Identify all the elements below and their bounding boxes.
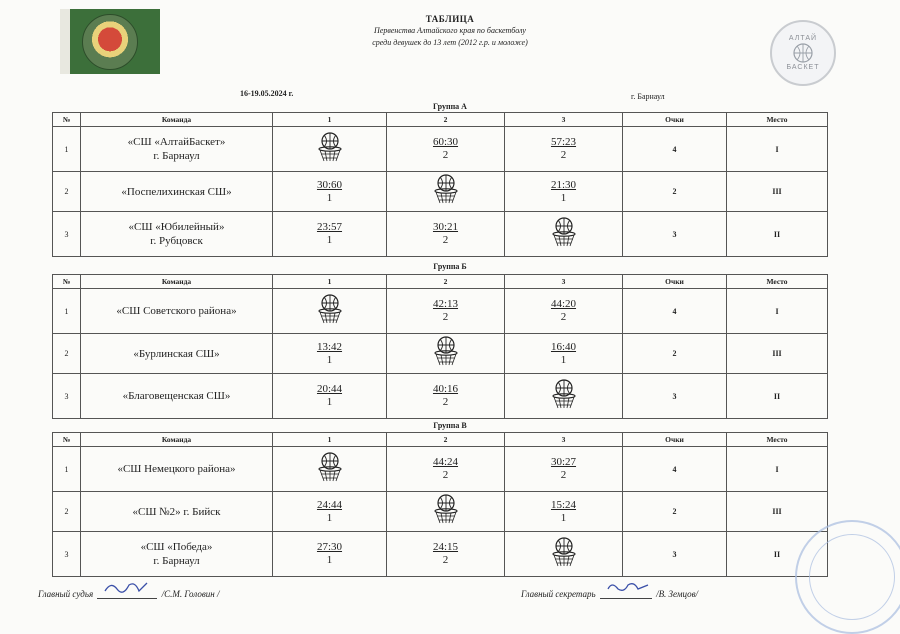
final-place: II bbox=[727, 212, 828, 257]
row-number: 3 bbox=[53, 532, 81, 577]
basketball-hoop-icon bbox=[313, 292, 347, 326]
chief-secretary-label: Главный секретарь bbox=[521, 589, 596, 599]
final-place: I bbox=[727, 447, 828, 492]
match-result-cell bbox=[505, 334, 623, 374]
match-result-cell bbox=[387, 374, 505, 419]
self-match-cell bbox=[387, 492, 505, 532]
self-match-cell bbox=[273, 127, 387, 172]
team-name bbox=[81, 532, 273, 577]
match-points: 1 bbox=[326, 234, 333, 246]
match-points: 1 bbox=[326, 396, 333, 408]
final-place: III bbox=[727, 334, 828, 374]
basketball-hoop-icon bbox=[429, 172, 463, 206]
document-subtitle-1: Первенства Алтайского края по баскетболу bbox=[374, 26, 526, 35]
team-name bbox=[81, 212, 273, 257]
total-points: 3 bbox=[623, 532, 727, 577]
group-table-a bbox=[52, 112, 828, 257]
match-score: 60:30 bbox=[432, 136, 459, 148]
match-points: 1 bbox=[326, 191, 333, 204]
match-points: 1 bbox=[326, 554, 333, 566]
match-score: 23:57 bbox=[316, 221, 343, 233]
event-dates: 16-19.05.2024 г. bbox=[240, 89, 294, 98]
header-row bbox=[53, 113, 828, 127]
match-result-cell bbox=[273, 212, 387, 257]
match-result-cell bbox=[387, 532, 505, 577]
total-points: 4 bbox=[623, 447, 727, 492]
column-header-num: № bbox=[53, 275, 81, 289]
group-table-v bbox=[52, 432, 828, 577]
header-row bbox=[53, 433, 828, 447]
team-name bbox=[81, 447, 273, 492]
match-score: 30:60 bbox=[316, 178, 343, 191]
column-header-team: Команда bbox=[81, 433, 273, 447]
logo-text-bottom: БАСКЕТ bbox=[786, 64, 820, 71]
match-result-cell bbox=[505, 172, 623, 212]
column-header-c3: 3 bbox=[505, 433, 623, 447]
team-row bbox=[53, 172, 828, 212]
match-points: 1 bbox=[560, 191, 567, 204]
chief-secretary-name: /В. Земцов/ bbox=[656, 589, 699, 599]
match-points: 2 bbox=[560, 149, 567, 161]
column-header-num: № bbox=[53, 113, 81, 127]
match-points: 2 bbox=[442, 469, 449, 481]
logo-text-top: АЛТАЙ bbox=[788, 35, 818, 42]
team-name-line-1: «СШ №2» г. Бийск bbox=[132, 505, 221, 518]
signature-scribble-icon bbox=[606, 579, 650, 595]
match-points: 2 bbox=[442, 311, 449, 323]
match-points: 2 bbox=[560, 311, 567, 323]
team-name-line-1: «Благовещенская СШ» bbox=[122, 390, 231, 402]
column-header-c1: 1 bbox=[273, 433, 387, 447]
team-name-line-2: г. Рубцовск bbox=[150, 235, 203, 247]
match-score: 21:30 bbox=[550, 178, 577, 191]
match-score: 40:16 bbox=[432, 383, 459, 395]
match-result-cell bbox=[387, 447, 505, 492]
match-score: 44:20 bbox=[550, 298, 577, 310]
self-match-cell bbox=[273, 289, 387, 334]
team-row bbox=[53, 127, 828, 172]
column-header-team: Команда bbox=[81, 275, 273, 289]
row-number: 3 bbox=[53, 212, 81, 257]
team-name-line-1: «СШ Немецкого района» bbox=[117, 463, 236, 475]
basketball-hoop-icon bbox=[547, 535, 581, 569]
match-points: 2 bbox=[442, 554, 449, 566]
row-number: 1 bbox=[53, 127, 81, 172]
basketball-hoop-icon bbox=[547, 377, 581, 411]
group-title-b: Группа Б bbox=[433, 262, 467, 271]
team-name-line-1: «Бурлинская СШ» bbox=[133, 347, 220, 360]
document-subtitle-2: среди девушек до 13 лет (2012 г.р. и моложе) bbox=[372, 38, 528, 47]
final-place: I bbox=[727, 289, 828, 334]
match-result-cell bbox=[505, 447, 623, 492]
column-header-c2: 2 bbox=[387, 113, 505, 127]
row-number: 2 bbox=[53, 334, 81, 374]
match-points: 1 bbox=[560, 511, 567, 524]
chief-judge-label: Главный судья bbox=[38, 589, 94, 599]
group-table-b bbox=[52, 274, 828, 419]
column-header-c1: 1 bbox=[273, 275, 387, 289]
match-score: 20:44 bbox=[316, 383, 343, 395]
chief-secretary-signature bbox=[521, 588, 698, 599]
team-name bbox=[81, 172, 273, 212]
self-match-cell bbox=[505, 374, 623, 419]
column-header-place: Место bbox=[727, 275, 828, 289]
column-header-points: Очки bbox=[623, 275, 727, 289]
final-place: II bbox=[727, 532, 828, 577]
match-score: 42:13 bbox=[432, 298, 459, 310]
total-points: 4 bbox=[623, 289, 727, 334]
official-stamp bbox=[795, 520, 900, 634]
total-points: 2 bbox=[623, 334, 727, 374]
self-match-cell bbox=[505, 212, 623, 257]
team-name-line-1: «СШ «Юбилейный» bbox=[128, 221, 225, 233]
column-header-num: № bbox=[53, 433, 81, 447]
match-result-cell bbox=[387, 289, 505, 334]
match-points: 1 bbox=[560, 353, 567, 366]
team-name bbox=[81, 127, 273, 172]
row-number: 2 bbox=[53, 492, 81, 532]
match-score: 30:21 bbox=[432, 221, 459, 233]
event-city: г. Барнаул bbox=[631, 92, 665, 101]
final-place: III bbox=[727, 492, 828, 532]
column-header-c2: 2 bbox=[387, 433, 505, 447]
header-row bbox=[53, 275, 828, 289]
column-header-place: Место bbox=[727, 433, 828, 447]
total-points: 3 bbox=[623, 212, 727, 257]
match-points: 2 bbox=[442, 149, 449, 161]
column-header-team: Команда bbox=[81, 113, 273, 127]
match-score: 27:30 bbox=[316, 541, 343, 553]
match-result-cell bbox=[273, 334, 387, 374]
match-result-cell bbox=[273, 532, 387, 577]
signature-line bbox=[600, 588, 652, 599]
final-place: I bbox=[727, 127, 828, 172]
match-score: 57:23 bbox=[550, 136, 577, 148]
match-result-cell bbox=[505, 492, 623, 532]
row-number: 2 bbox=[53, 172, 81, 212]
match-result-cell bbox=[505, 289, 623, 334]
signature-line bbox=[97, 588, 157, 599]
team-row bbox=[53, 289, 828, 334]
column-header-points: Очки bbox=[623, 113, 727, 127]
team-name bbox=[81, 492, 273, 532]
group-title-a: Группа А bbox=[433, 102, 467, 111]
team-name bbox=[81, 374, 273, 419]
match-points: 2 bbox=[560, 469, 567, 481]
team-name-line-1: «СШ «Победа» bbox=[140, 541, 213, 553]
altai-basket-logo bbox=[770, 20, 836, 86]
basketball-hoop-icon bbox=[429, 334, 463, 368]
final-place: III bbox=[727, 172, 828, 212]
team-row bbox=[53, 212, 828, 257]
match-result-cell bbox=[273, 172, 387, 212]
stamp-inner-ring bbox=[809, 534, 895, 620]
match-result-cell bbox=[387, 212, 505, 257]
self-match-cell bbox=[387, 172, 505, 212]
column-header-c3: 3 bbox=[505, 275, 623, 289]
basketball-hoop-icon bbox=[313, 450, 347, 484]
match-score: 13:42 bbox=[316, 340, 343, 353]
total-points: 2 bbox=[623, 172, 727, 212]
signature-scribble-icon bbox=[103, 579, 149, 595]
team-name-line-2: г. Барнаул bbox=[153, 150, 200, 162]
column-header-c2: 2 bbox=[387, 275, 505, 289]
team-row bbox=[53, 334, 828, 374]
team-name-line-1: «Поспелихинская СШ» bbox=[121, 185, 232, 198]
column-header-place: Место bbox=[727, 113, 828, 127]
match-score: 44:24 bbox=[432, 456, 459, 468]
team-row bbox=[53, 532, 828, 577]
row-number: 3 bbox=[53, 374, 81, 419]
basketball-hoop-icon bbox=[313, 130, 347, 164]
row-number: 1 bbox=[53, 447, 81, 492]
match-points: 2 bbox=[442, 234, 449, 246]
column-header-points: Очки bbox=[623, 433, 727, 447]
match-result-cell bbox=[387, 127, 505, 172]
match-score: 24:15 bbox=[432, 541, 459, 553]
match-score: 24:44 bbox=[316, 498, 343, 511]
chief-judge-name: /С.М. Головин / bbox=[161, 589, 220, 599]
match-score: 15:24 bbox=[550, 498, 577, 511]
self-match-cell bbox=[273, 447, 387, 492]
basketball-hoop-icon bbox=[547, 215, 581, 249]
column-header-c1: 1 bbox=[273, 113, 387, 127]
match-score: 16:40 bbox=[550, 340, 577, 353]
match-points: 1 bbox=[326, 511, 333, 524]
match-result-cell bbox=[505, 127, 623, 172]
final-place: II bbox=[727, 374, 828, 419]
column-header-c3: 3 bbox=[505, 113, 623, 127]
match-points: 1 bbox=[326, 353, 333, 366]
team-row bbox=[53, 492, 828, 532]
self-match-cell bbox=[387, 334, 505, 374]
document-title: ТАБЛИЦА bbox=[425, 14, 475, 24]
match-result-cell bbox=[273, 374, 387, 419]
row-number: 1 bbox=[53, 289, 81, 334]
total-points: 3 bbox=[623, 374, 727, 419]
match-result-cell bbox=[273, 492, 387, 532]
chief-judge-signature bbox=[38, 588, 219, 599]
team-name-line-2: г. Барнаул bbox=[153, 555, 200, 567]
self-match-cell bbox=[505, 532, 623, 577]
basketball-hoop-icon bbox=[429, 492, 463, 526]
match-score: 30:27 bbox=[550, 456, 577, 468]
team-row bbox=[53, 447, 828, 492]
team-name bbox=[81, 289, 273, 334]
team-row bbox=[53, 374, 828, 419]
group-title-v: Группа В bbox=[433, 421, 467, 430]
total-points: 4 bbox=[623, 127, 727, 172]
total-points: 2 bbox=[623, 492, 727, 532]
basketball-logo-icon bbox=[792, 42, 814, 64]
match-points: 2 bbox=[442, 396, 449, 408]
team-name bbox=[81, 334, 273, 374]
team-name-line-1: «СШ Советского района» bbox=[116, 305, 237, 317]
team-name-line-1: «СШ «АлтайБаскет» bbox=[127, 136, 226, 148]
